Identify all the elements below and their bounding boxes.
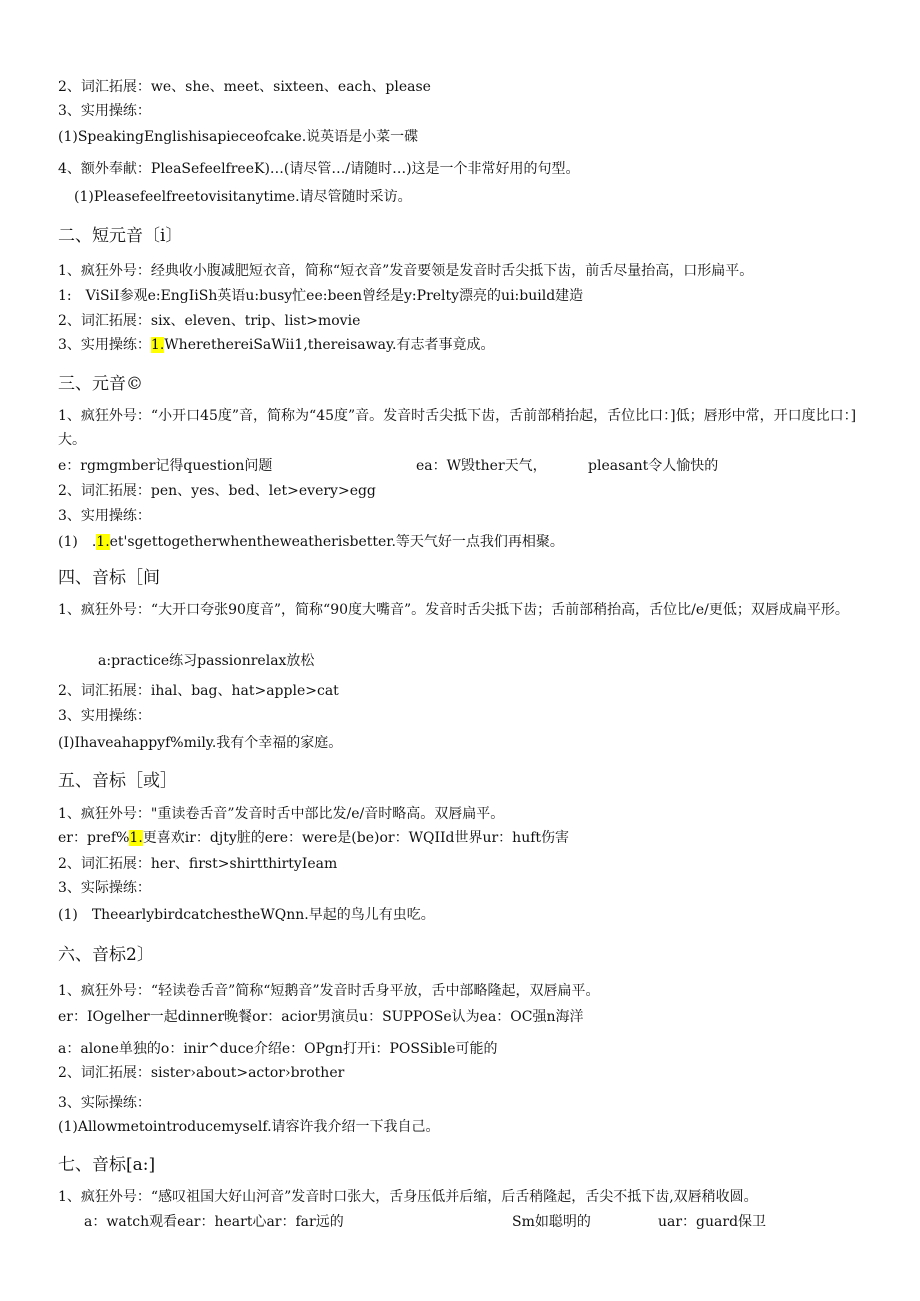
highlight-mark: 1. <box>96 534 110 550</box>
spelling-examples: a：alone单独的o：inir^duce介绍e：OPgn打开i：POSSible可能的 <box>58 1041 498 1057</box>
section-heading-2: 二、短元音〔i〕 <box>58 226 183 246</box>
section-heading-5: 五、音标［或］ <box>58 771 177 791</box>
spelling-examples: 1: ViSiI参观e:EngIiSh英语u:busy忙ee:been曾经是y:Prelty漂亮的ui:build建造 <box>58 288 584 304</box>
nickname-line: 1、疯狂外号："重读卷舌音”发音时舌中部比发/e/音时略高。双唇扁平。 <box>58 806 505 822</box>
highlight-mark: 1. <box>129 830 143 846</box>
highlight-mark: 1. <box>150 337 165 353</box>
practice-sentence: (1) TheearlybirdcatchestheWQnn.早起的鸟儿有虫吃。 <box>58 907 435 923</box>
practice-heading: 3、实际操练： <box>58 1095 151 1111</box>
practice-heading: 3、实用操练： <box>58 708 151 724</box>
nickname-line: 1、疯狂外号：“轻读卷舌音”简称“短鹅音”发音时舌身平放，舌中部略隆起，双唇扁平。 <box>58 983 600 999</box>
vocab-extension-line: 2、词汇拓展：ihal、bag、hat>apple>cat <box>58 683 339 699</box>
example-er: er：pref% <box>58 830 130 846</box>
nickname-line: 1、疯狂外号：“感叹祖国大好山河音”发音时口张大，舌身压低并后缩，后舌稍隆起，舌尖不抵下齿,双唇稍收圆。 <box>58 1189 758 1205</box>
practice-label: 3、实用操练： <box>58 337 151 353</box>
practice-sentence: (1)Allowmetointroducemyself.请容许我介绍一下我自己。 <box>58 1119 440 1135</box>
practice-heading: 3、实用操练： <box>58 103 151 119</box>
bonus-example: (1)Pleasefeelfreetovisitanytime.请尽管随时采访。 <box>74 189 412 205</box>
nickname-line: 1、疯狂外号：“小开口45度”音，简称为“45度”音。发音时舌尖抵下齿，舌前部稍抬起，舌位比口：]低；唇形中常，开口度比口：]大。 <box>58 408 857 448</box>
practice-line <box>58 533 564 551</box>
example-ea: ea：W毁ther天气， <box>416 458 547 474</box>
section-heading-4: 四、音标［间 <box>58 568 160 588</box>
nickname-line: 1、疯狂外号：“大开口夸张90度音”，简称“90度大嘴音”。发音时舌尖抵下齿；舌前部稍抬高，舌位比/e/更低；双唇成扁平形。 <box>58 602 849 618</box>
example-a: a：watch观看ear：heart心ar：far远的 <box>84 1214 344 1230</box>
section-heading-3: 三、元音© <box>58 374 143 394</box>
practice-sentence: (I)Ihaveahappyf%mily.我有个幸福的家庭。 <box>58 735 343 751</box>
vocab-extension-line: 2、词汇拓展：sister›about>actor›brother <box>58 1065 345 1081</box>
practice-heading: 3、实际操练： <box>58 880 151 896</box>
example-rest: 更喜欢ir：djty脏的ere：were是(be)or：WQIId世界ur：huft伤害 <box>142 830 570 846</box>
practice-sentence: WherethereiSaWii1,thereisaway.有志者事竟成。 <box>164 337 495 353</box>
vocab-extension-line: 2、词汇拓展：six、eleven、trip、list>movie <box>58 313 361 329</box>
practice-line <box>58 336 494 354</box>
bonus-line: 4、额外奉献：PleaSefeelfreeK)…(请尽管…/请随时…)这是一个非常好用的句型。 <box>58 161 580 177</box>
vocab-extension-line: 2、词汇拓展：pen、yes、bed、let>every>egg <box>58 483 376 499</box>
example-pleasant: pleasant令人愉快的 <box>588 458 719 474</box>
spelling-examples <box>58 829 569 847</box>
section-heading-7: 七、音标[a:] <box>58 1155 156 1175</box>
example-e: e：rgmgmber记得question问题 <box>58 458 273 474</box>
section-heading-6: 六、音标2〕 <box>58 945 154 965</box>
spelling-examples: er：IOgelher一起dinner晚餐or：acior男演员u：SUPPOSe认为ea：OC强n海洋 <box>58 1009 584 1025</box>
practice-sentence: (1)SpeakingEnglishisapieceofcake.说英语是小菜一碟 <box>58 129 419 145</box>
nickname-line: 1、疯狂外号：经典收小腹减肥短衣音，简称“短衣音”发音要领是发音时舌尖抵下齿，前舌尽量抬高，口形扁平。 <box>58 263 754 279</box>
practice-number: (1) . <box>58 534 97 550</box>
practice-heading: 3、实用操练： <box>58 508 151 524</box>
example-sm: Sm如聪明的 <box>512 1214 591 1230</box>
vocab-extension-line: 2、词汇拓展：we、she、meet、sixteen、each、please <box>58 79 431 95</box>
vocab-extension-line: 2、词汇拓展：her、first>shirtthirtyIeam <box>58 856 338 872</box>
example-uar: uar：guard保卫 <box>658 1214 767 1230</box>
practice-sentence: et'sgettogetherwhentheweatherisbetter.等天气好一点我们再相聚。 <box>109 534 564 550</box>
spelling-examples: a:practice练习passionrelax放松 <box>98 653 315 669</box>
